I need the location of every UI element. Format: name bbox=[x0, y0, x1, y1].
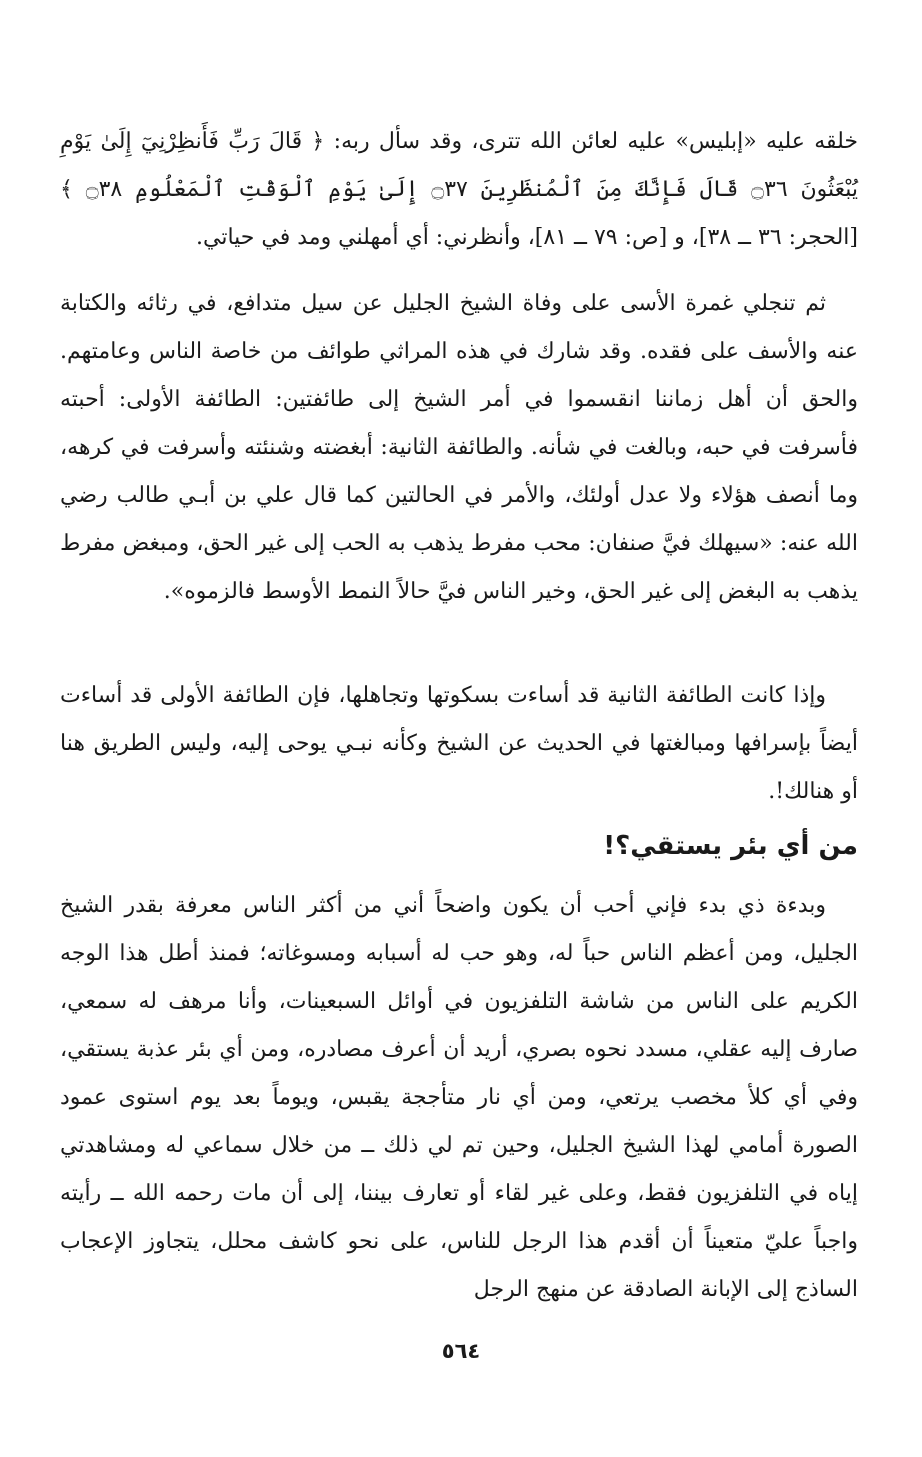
paragraph-two-factions: ثم تنجلي غمرة الأسى على وفاة الشيخ الجليل عن سيل متدافع، في رثائه والكتابة عنه والأسف على فقده. وقد شارك في هذه المراثي طوائف من خاصة الناس وعامتهم. والحق أن أهل زماننا انقسموا في أمر الشيخ إلى طائفتين: الطائفة الأولى: أحبته فأسرفت في حبه، وبالغت في شأنه. والطائفة الثانية: أبغضته وشنئته وأسرفت في كرهه، وما أنصف هؤلاء ولا عدل أولئك، والأمر في الحالتين كما قال علي بن أبـي طالب رضي الله عنه: «سيهلك فيَّ صنفان: محب مفرط يذهب به الحب إلى غير الحق، ومبغض مفرط يذهب به البغض إلى غير الحق، وخير الناس فيَّ حالاً النمط الأوسط فالزموه». bbox=[60, 291, 858, 604]
paragraph-section-body: وبدءة ذي بدء فإني أحب أن يكون واضحاً أني من أكثر الناس معرفة بقدر الشيخ الجليل، ومن أعظم الناس حباً له، وهو حب له أسبابه ومسوغاته؛ فمنذ أطل هذا الوجه الكريم على الناس من شاشة التلفزيون في أوائل السبعينات، وأنا مرهف له سمعي، صارف إليه عقلي، مسدد نحوه بصري، أريد أن أعرف مصادره، ومن أي بئر عذبة يستقي، وفي أي كلأ مخصب يرتعي، ومن أي نار متأججة يقبس، ويوماً بعد يوم استوى عمود الصورة أمامي لهذا الشيخ الجليل، وحين تم لي ذلك ــ من خلال سماعي له ومشاهدتي إياه في التلفزيون فقط، وعلى غير لقاء أو تعارف بيننا، إلى أن مات رحمه الله ــ رأيته واجباً عليّ متعيناً أن أقدم هذا الرجل للناس، على نحو كاشف محلل، يتجاوز الإعجاب الساذج إلى الإبانة الصادقة عن منهج الرجل bbox=[60, 893, 858, 1302]
page-number: ٥٦٤ bbox=[441, 1339, 481, 1363]
paragraph-quran-quote: خلقه عليه «إبليس» عليه لعائن الله تترى، وقد سأل ربه: ﴿ قَالَ رَبِّ فَأَنظِرْنِيٓ إِلَىٰ يَوْمِ يُبْعَثُونَ ۝٣٦ قَالَ فَإِنَّكَ مِنَ ٱلْمُنظَرِينَ ۝٣٧ إِلَىٰ يَوْمِ ٱلْوَقْتِ ٱلْمَعْلُومِ ۝٣٨ ﴾ [الحجر: ٣٦ ــ ٣٨]، و [ص: ٧٩ ــ ٨١]، وأنظرني: أي أمهلني ومد في حياتي. bbox=[60, 129, 859, 250]
paragraph-second-faction: وإذا كانت الطائفة الثانية قد أساءت بسكوتها وتجاهلها، فإن الطائفة الأولى قد أساءت أيضاً بإسرافها ومبالغتها في الحديث عن الشيخ وكأنه نبـي يوحى إليه، وليس الطريق هنا أو هنالك!. bbox=[60, 683, 858, 804]
section-heading: من أي بئر يستقي؟! bbox=[603, 831, 858, 861]
